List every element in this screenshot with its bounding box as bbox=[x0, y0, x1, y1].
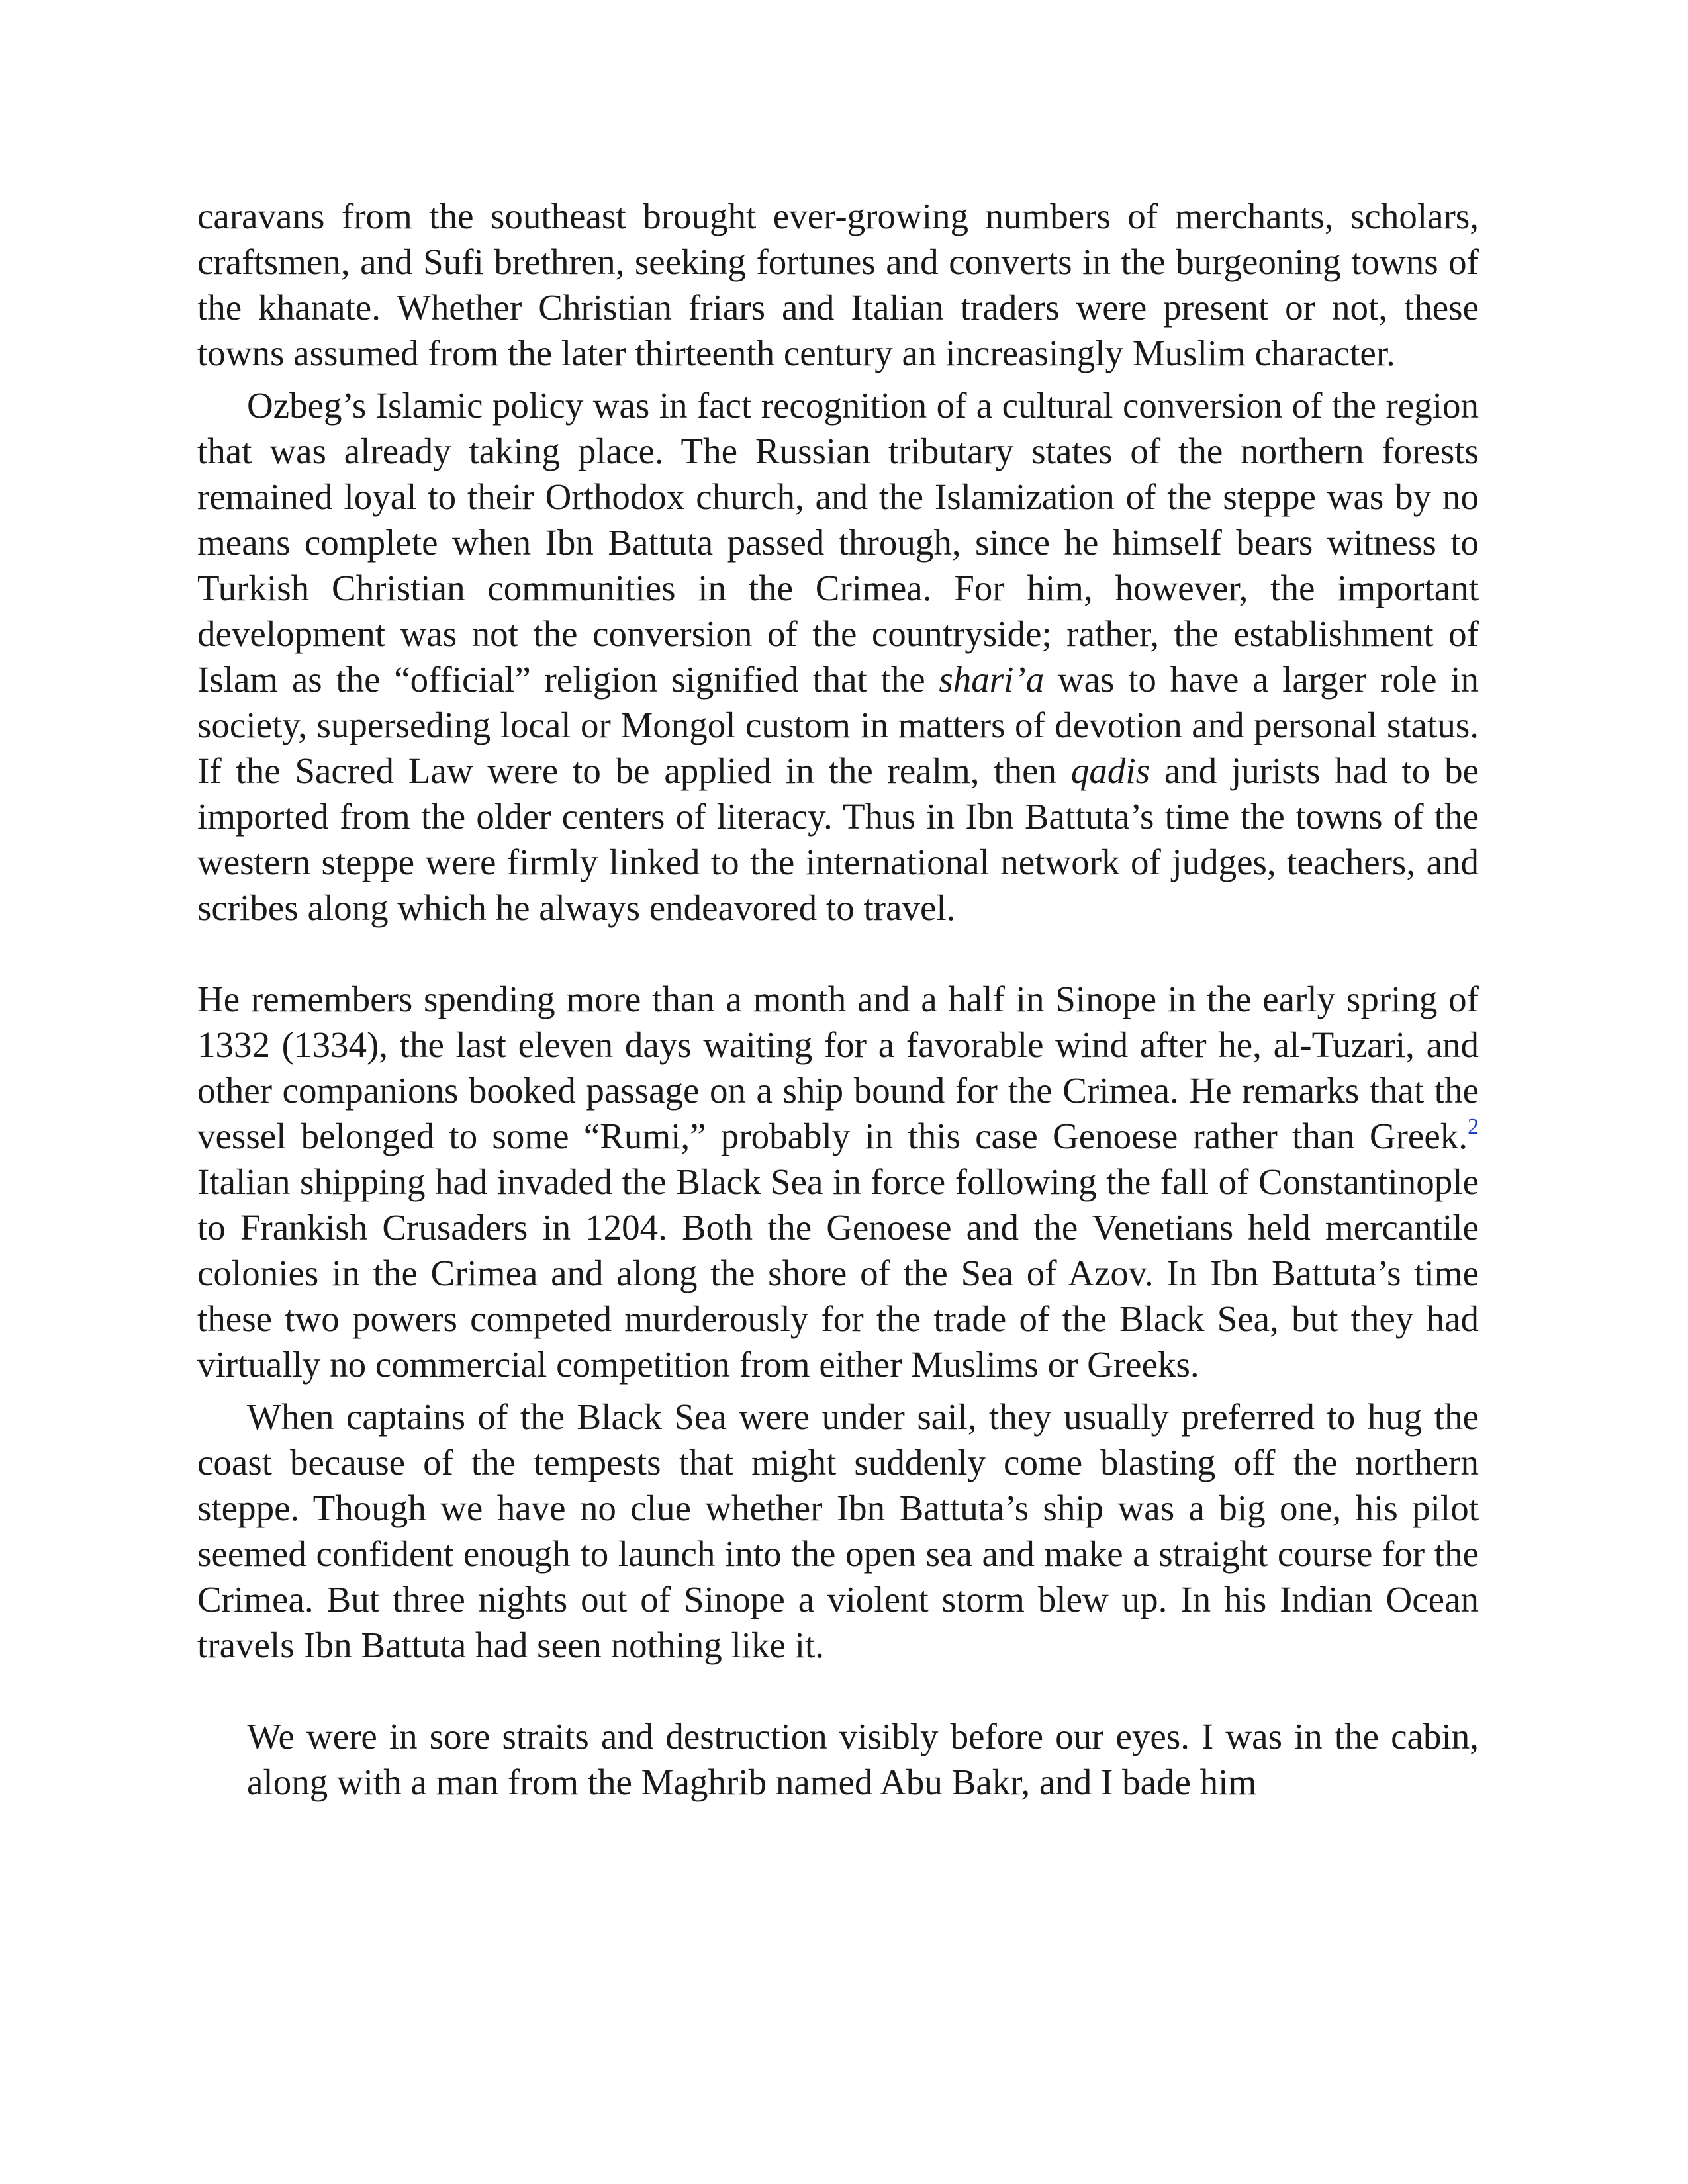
paragraph-ozbeg-islamic-policy bbox=[197, 383, 1479, 931]
italic-term-shari-a: shari’a bbox=[939, 659, 1045, 700]
paragraph-caravans: caravans from the southeast brought ever-growing numbers of merchants, scholars, craftsmen, and Sufi brethren, seeking fortunes and converts in the burgeoning towns of the khanate. Whether Christian friars and Italian traders were present or not, these towns assumed from the later thirteenth century an increasingly Muslim character. bbox=[197, 196, 1479, 373]
paragraph-text: Italian shipping had invaded the Black Sea in force following the fall of Constantinople to Frankish Crusaders in 1204. Both the Genoese and the Venetians held mercantile colonies in the Crimea and along the shore of the Sea of Azov. In Ibn Battuta’s time these two powers competed murderously for the trade of the Black Sea, but they had virtually no commercial competition from either Muslims or Greeks. bbox=[197, 1161, 1479, 1385]
paragraph-text: He remembers spending more than a month and a half in Sinope in the early spring of 1332 (1334), the last eleven days waiting for a favorable wind after he, al-Tuzari, and other companions booked passage on a ship bound for the Crimea. He remarks that the vessel belonged to some “Rumi,” probably in this case Genoese rather than Greek. bbox=[197, 979, 1479, 1156]
footnote-link[interactable]: 2 bbox=[1468, 1115, 1479, 1139]
page-body bbox=[197, 193, 1479, 1805]
paragraph-text: was to have a larger role in society, superseding local or Mongol custom in matters of devotion and personal status. If the Sacred Law were to be applied in the realm, then bbox=[197, 659, 1479, 791]
paragraph-text: and jurists had to be imported from the older centers of literacy. Thus in Ibn Battuta’s time the towns of the western steppe were firmly linked to the international network of judges, teachers, and scribes along which he always endeavored to travel. bbox=[197, 751, 1479, 928]
paragraph-text: Ozbeg’s Islamic policy was in fact recognition of a cultural conversion of the region that was already taking place. The Russian tributary states of the northern forests remained loyal to their Orthodox church, and the Islamization of the steppe was by no means complete when Ibn Battuta passed through, since he himself bears witness to Turkish Christian communities in the Crimea. For him, however, the important development was not the conversion of the countryside; rather, the establishment of Islam as the “official” religion signified that the bbox=[197, 385, 1479, 700]
italic-term-qadis: qadis bbox=[1070, 751, 1150, 791]
block-quote: We were in sore straits and destruction visibly before our eyes. I was in the cabin, along with a man from the Maghrib named Abu Bakr, and I bade him bbox=[247, 1716, 1479, 1802]
paragraph-sinope bbox=[197, 976, 1479, 1387]
paragraph-black-sea-captains: When captains of the Black Sea were under sail, they usually preferred to hug the coast because of the tempests that might suddenly come blasting off the northern steppe. Though we have no clue whether Ibn Battuta’s ship was a big one, his pilot seemed confident enough to launch into the open sea and make a straight course for the Crimea. But three nights out of Sinope a violent storm blew up. In his Indian Ocean travels Ibn Battuta had seen nothing like it. bbox=[197, 1396, 1479, 1665]
